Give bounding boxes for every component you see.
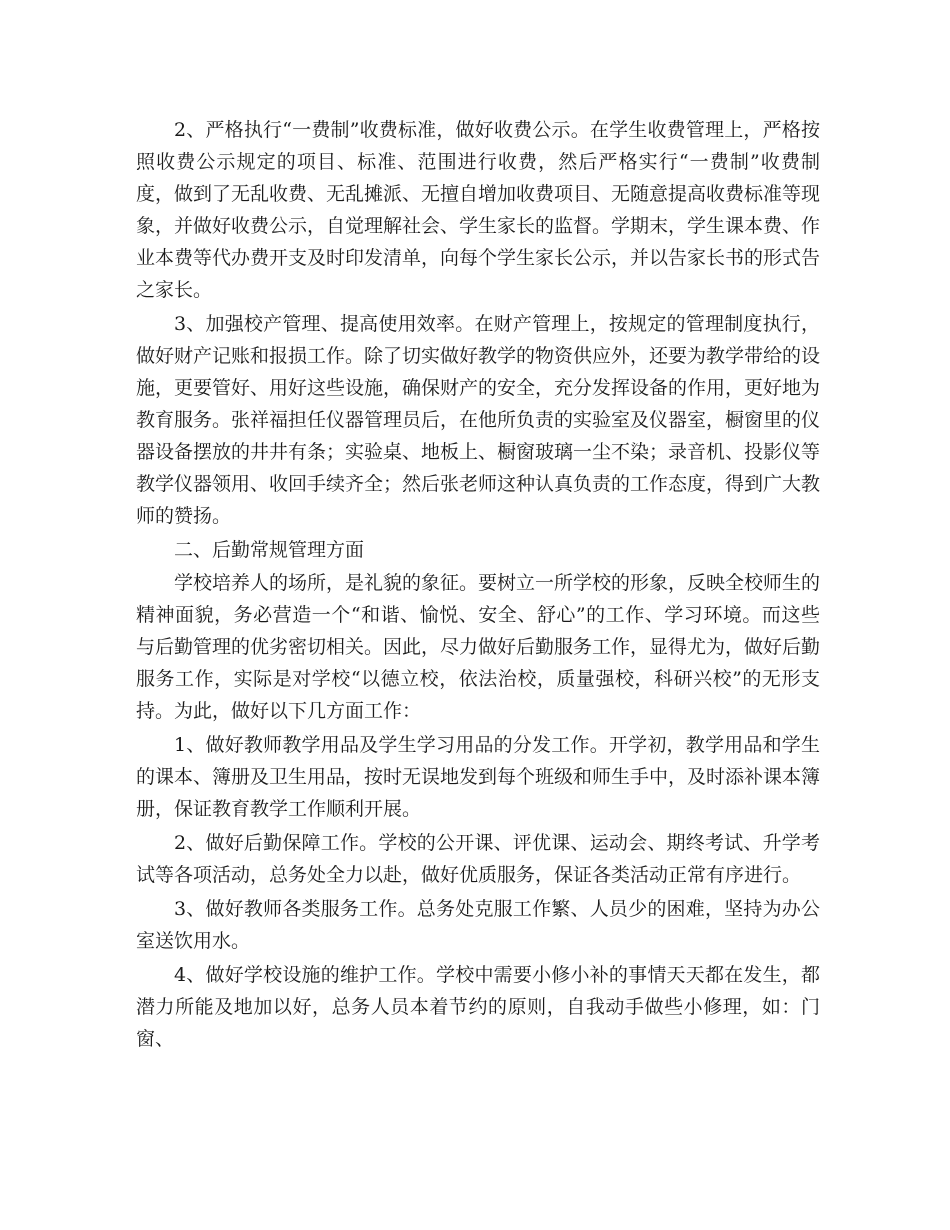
paragraph-asset-management: 3、加强校产管理、提高使用效率。在财产管理上，按规定的管理制度执行，做好财产记账和报损工作。除了切实做好教学的物资供应外，还要为教学带给的设施，更要管好、用好这些设施，确保财产的安全，充分发挥设备的作用，更好地为教育服务。张祥福担任仪器管理员后，在他所负责的实验室及仪器室，橱窗里的仪器设备摆放的井井有条；实验桌、地板上、橱窗玻璃一尘不染；录音机、投影仪等教学仪器领用、收回手续齐全；然后张老师这种认真负责的工作态度，得到广大教师的赞扬。 xyxy=(136,313,821,527)
document-body xyxy=(136,114,820,1057)
paragraph-logistics-intro: 学校培养人的场所，是礼貌的象征。要树立一所学校的形象，反映全校师生的精神面貌，务必营造一个“和谐、愉悦、安全、舒心”的工作、学习环境。而这些与后勤管理的优劣密切相关。因此，尽力做好后勤服务工作，显得尤为，做好后勤服务工作，实际是对学校“以德立校，依法治校，质量强校，科研兴校”的无形支持。为此，做好以下几方面工作： xyxy=(136,572,821,722)
paragraph-logistics-support: 2、做好后勤保障工作。学校的公开课、评优课、运动会、期终考试、升学考试等各项活动，总务处全力以赴，做好优质服务，保证各类活动正常有序进行。 xyxy=(136,832,820,886)
paragraph-supplies-distribution: 1、做好教师教学用品及学生学习用品的分发工作。开学初，教学用品和学生的课本、簿册及卫生用品，按时无误地发到每个班级和师生手中，及时添补课本簿册，保证教育教学工作顺利开展。 xyxy=(136,734,821,820)
paragraph-teacher-services: 3、做好教师各类服务工作。总务处克服工作繁、人员少的困难，坚持为办公室送饮用水。 xyxy=(136,898,820,952)
paragraph-facility-maintenance: 4、做好学校设施的维护工作。学校中需要小修小补的事情天天都在发生，都潜力所能及地加以好，总务人员本着节约的原则，自我动手做些小修理，如：门窗、 xyxy=(136,964,820,1050)
section-heading-logistics: 二、后勤常规管理方面 xyxy=(174,539,365,561)
paragraph-fee-standard: 2、严格执行“一费制”收费标准，做好收费公示。在学生收费管理上，严格按照收费公示规定的项目、标准、范围进行收费，然后严格实行“一费制”收费制度，做到了无乱收费、无乱摊派、无擅自增加收费项目、无随意提高收费标准等现象，并做好收费公示，自觉理解社会、学生家长的监督。学期末，学生课本费、作业本费等代办费开支及时印发清单，向每个学生家长公示，并以告家长书的形式告之家长。 xyxy=(136,119,821,301)
